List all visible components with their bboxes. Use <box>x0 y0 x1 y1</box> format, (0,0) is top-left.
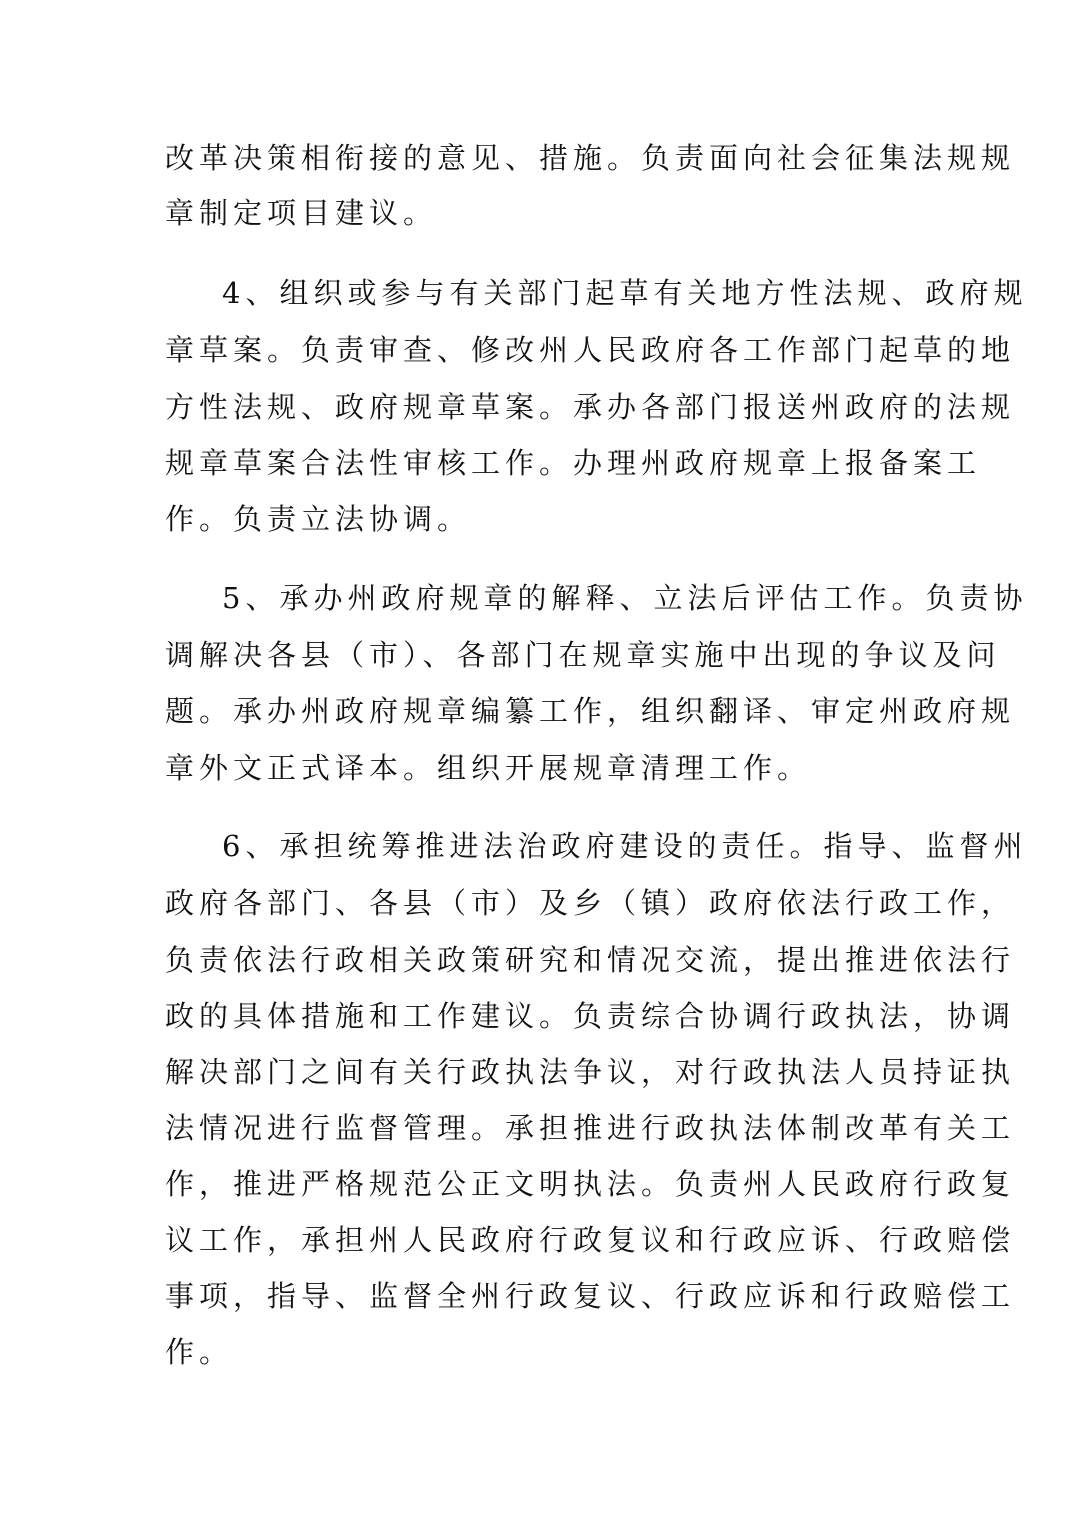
text-line: 章草案。负责审查、修改州人民政府各工作部门起草的地 <box>165 333 1016 367</box>
text-line: 章外文正式译本。组织开展规章清理工作。 <box>165 751 812 785</box>
text-line: 章制定项目建议。 <box>165 196 438 230</box>
text-line: 议工作，承担州人民政府行政复议和行政应诉、行政赔偿 <box>165 1223 1016 1257</box>
text-line: 规章草案合法性审核工作。办理州政府规章上报备案工 <box>165 446 982 480</box>
paragraph-5-start: 5、承办州政府规章的解释、立法后评估工作。负责协 <box>222 581 1028 615</box>
text-line: 作。 <box>165 1335 234 1369</box>
text-line: 政府各部门、各县（市）及乡（镇）政府依法行政工作， <box>165 886 1016 920</box>
text-line: 作。负责立法协调。 <box>165 502 472 536</box>
text-line: 调解决各县（市）、各部门在规章实施中出现的争议及问 <box>165 638 1001 672</box>
paragraph-4-start: 4、组织或参与有关部门起草有关地方性法规、政府规 <box>222 276 1028 310</box>
paragraph-6-start: 6、承担统筹推进法治政府建设的责任。指导、监督州 <box>222 829 1028 863</box>
text-line: 负责依法行政相关政策研究和情况交流，提出推进依法行 <box>165 943 1016 977</box>
text-line: 题。承办州政府规章编纂工作，组织翻译、审定州政府规 <box>165 694 1016 728</box>
text-line: 政的具体措施和工作建议。负责综合协调行政执法，协调 <box>165 999 1016 1033</box>
text-line: 事项，指导、监督全州行政复议、行政应诉和行政赔偿工 <box>165 1279 1016 1313</box>
text-line: 解决部门之间有关行政执法争议，对行政执法人员持证执 <box>165 1055 1016 1089</box>
text-line: 法情况进行监督管理。承担推进行政执法体制改革有关工 <box>165 1111 1016 1145</box>
text-line: 改革决策相衔接的意见、措施。负责面向社会征集法规规 <box>165 141 1016 175</box>
text-line: 作，推进严格规范公正文明执法。负责州人民政府行政复 <box>165 1167 1016 1201</box>
text-line: 方性法规、政府规章草案。承办各部门报送州政府的法规 <box>165 390 1016 424</box>
